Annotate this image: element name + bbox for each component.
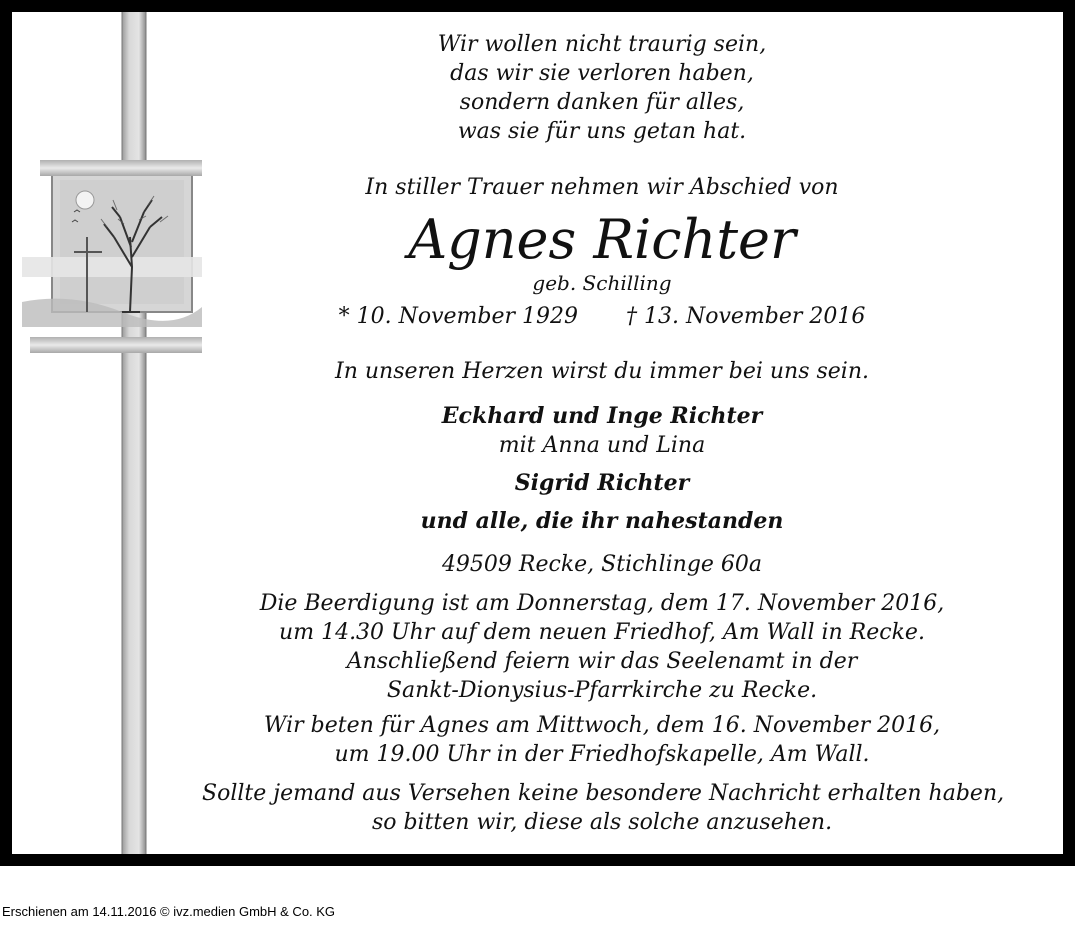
intro-text: In stiller Trauer nehmen wir Abschied von bbox=[365, 175, 839, 200]
note-line: Sollte jemand aus Versehen keine besondere Nachricht erhalten haben, bbox=[202, 781, 1005, 806]
poem-line: das wir sie verloren haben, bbox=[450, 61, 754, 86]
funeral-line: Die Beerdigung ist am Donnerstag, dem 17. November 2016, bbox=[259, 591, 945, 616]
poem bbox=[202, 30, 1002, 146]
poem-line: was sie für uns getan hat. bbox=[457, 119, 747, 144]
funeral-line: Anschließend feiern wir das Seelenamt in der bbox=[346, 649, 858, 674]
publication-footer: Erschienen am 14.11.2016 © ivz.medien GmbH & Co. KG bbox=[2, 904, 336, 919]
family-group-2: Sigrid Richter bbox=[514, 470, 690, 496]
death-date: † 13. November 2016 bbox=[626, 304, 866, 329]
funeral-line: um 14.30 Uhr auf dem neuen Friedhof, Am Wall in Recke. bbox=[279, 620, 925, 645]
address: 49509 Recke, Stichlinge 60a bbox=[441, 552, 763, 577]
funeral-line: Sankt-Dionysius-Pfarrkirche zu Recke. bbox=[386, 678, 818, 703]
life-dates bbox=[202, 302, 1002, 332]
prayer-line: Wir beten für Agnes am Mittwoch, dem 16. November 2016, bbox=[263, 713, 941, 738]
poem-line: Wir wollen nicht traurig sein, bbox=[437, 32, 767, 57]
obituary-card bbox=[12, 12, 1063, 854]
funeral-info bbox=[202, 589, 1002, 705]
note-line: so bitten wir, diese als solche anzusehen. bbox=[371, 810, 833, 835]
prayer-line: um 19.00 Uhr in der Friedhofskapelle, Am Wall. bbox=[334, 742, 870, 767]
prayer-info bbox=[202, 711, 1002, 769]
family-group-3: und alle, die ihr nahestanden bbox=[420, 508, 784, 534]
cross-tree-illustration bbox=[12, 12, 212, 854]
poem-line: sondern danken für alles, bbox=[459, 90, 745, 115]
family-group-1 bbox=[202, 402, 1002, 460]
maiden-name: geb. Schilling bbox=[532, 271, 672, 295]
birth-date: * 10. November 1929 bbox=[338, 304, 578, 329]
memorial-motto: In unseren Herzen wirst du immer bei uns sein. bbox=[335, 359, 869, 384]
family-names: Eckhard und Inge Richter bbox=[441, 403, 763, 429]
deceased-name: Agnes Richter bbox=[408, 208, 796, 271]
family-subline: mit Anna und Lina bbox=[498, 433, 706, 458]
notice-note bbox=[202, 779, 1005, 837]
